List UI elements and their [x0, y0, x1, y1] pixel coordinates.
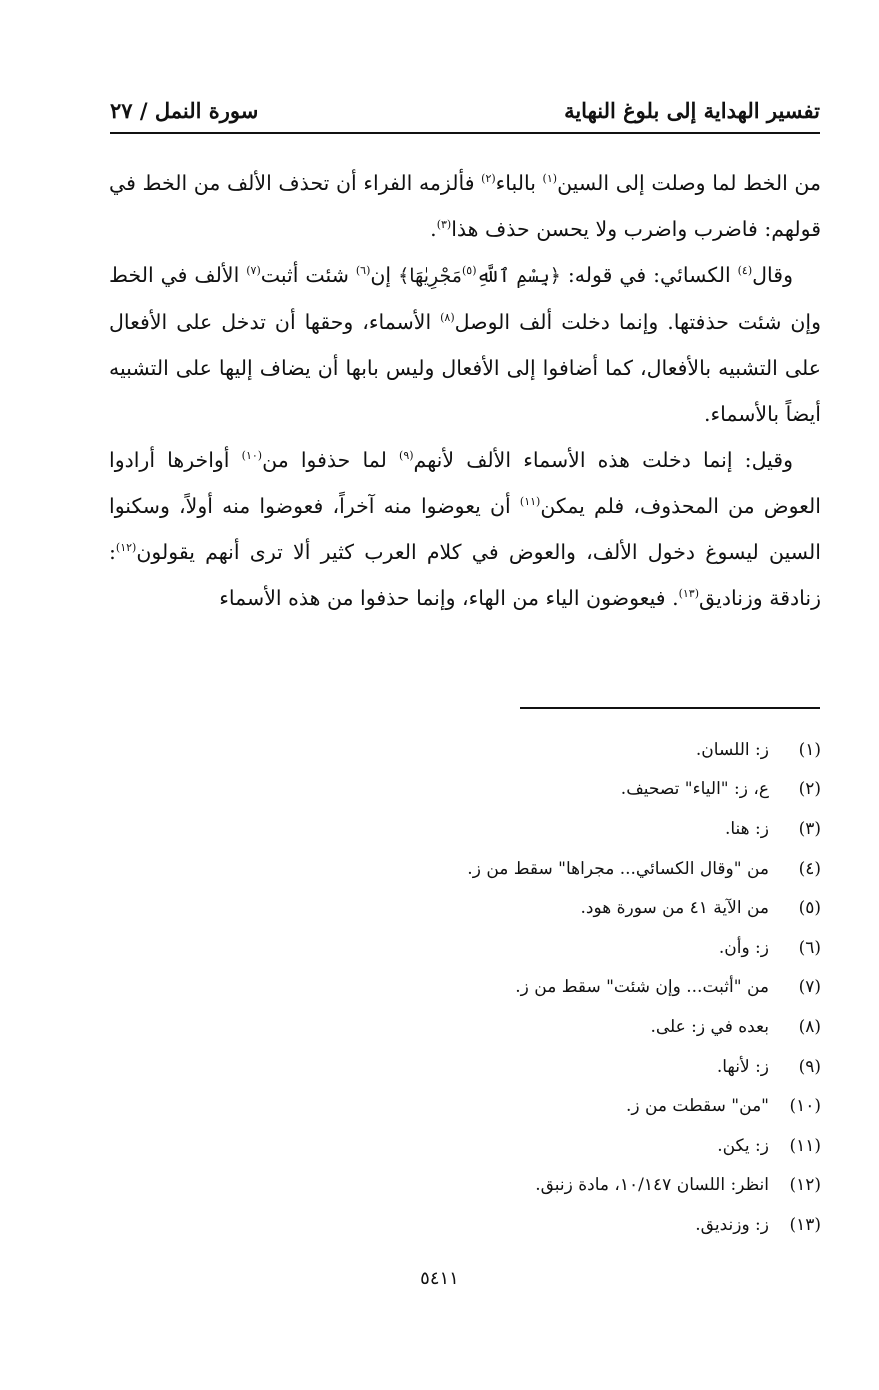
text-span: وقيل: إنما دخلت هذه الأسماء الألف لأنهم: [413, 448, 793, 472]
text-span: الأسماء، وحقها أن تدخل على الأفعال على التشبيه بالأفعال، كما أضافوا إلى الأفعال وليس بابها أن يضاف إليها على التشبيه أيضاً بالأسماء.: [109, 310, 821, 426]
footnote-item: [221, 849, 821, 889]
footnote-number: (٧): [798, 977, 821, 998]
footnote-number: (٥): [798, 898, 821, 919]
paragraph-1: [109, 160, 821, 252]
footnotes: [221, 730, 821, 1245]
footnote-text: بعده في ز: على.: [650, 1016, 769, 1037]
footnote-item: [221, 888, 821, 928]
footnote-number: (١): [798, 739, 821, 760]
footnote-text: ز: اللسان.: [695, 739, 769, 760]
footnote-item: [221, 770, 821, 810]
text-span: بالباء: [495, 171, 543, 195]
footnote-item: [221, 1047, 821, 1087]
footnote-text: ز: هنا.: [724, 818, 769, 839]
footnote-text: انظر: اللسان ١٠/١٤٧، مادة زنبق.: [535, 1175, 769, 1196]
running-header: [110, 92, 820, 134]
footnote-number: (١١): [789, 1135, 821, 1156]
footnote-ref: (٦): [355, 264, 371, 278]
footnote-text: ع، ز: "الياء" تصحيف.: [620, 779, 769, 800]
footnote-ref: (١٣): [678, 587, 700, 601]
footnote-ref: (٤): [737, 264, 753, 278]
footnote-ref: (٣): [436, 218, 452, 232]
text-span: لما حذفوا من: [262, 448, 400, 472]
footnote-item: [221, 1126, 821, 1166]
page-number: ٥٤١١: [420, 1268, 459, 1289]
footnote-number: (١٢): [789, 1175, 821, 1196]
footnote-item: [221, 1086, 821, 1126]
text-span: الألف في الخط وإن شئت حذفتها. وإنما دخلت ألف الوصل: [109, 263, 821, 334]
footnote-number: (٩): [798, 1056, 821, 1077]
footnote-ref: (١): [542, 172, 558, 186]
text-span: . فيعوضون الياء من الهاء، وإنما حذفوا من هذه الأسماء: [219, 586, 679, 610]
footnote-ref: (٧): [246, 264, 261, 278]
footnote-number: (٦): [798, 937, 821, 958]
footnote-ref: (١٠): [241, 449, 263, 463]
footnote-text: ز: وزنديق.: [695, 1214, 769, 1235]
footnote-text: ز: لأنها.: [716, 1056, 769, 1077]
main-text: [109, 160, 821, 621]
text-span: فألزمه الفراء أن تحذف الألف من الخط في قولهم: فاضرب واضرب ولا يحسن حذف هذا: [109, 171, 821, 241]
footnote-text: من "أثبت... وإن شئت" سقط من ز.: [515, 977, 769, 998]
text-span: .: [430, 217, 437, 241]
footnote-number: (٢): [798, 779, 821, 800]
footnote-number: (٨): [798, 1016, 821, 1037]
quran-quote: ﴿بِسْمِ ٱللَّهِ: [476, 265, 561, 287]
quran-quote: مَجْرِيٰهَا﴾: [398, 265, 462, 287]
footnote-item: [221, 730, 821, 770]
footnote-number: (٣): [798, 818, 821, 839]
footnote-item: [221, 1007, 821, 1047]
paragraph-3: [109, 437, 821, 621]
footnote-divider: [520, 707, 820, 709]
book-title: تفسير الهداية إلى بلوغ النهاية: [564, 98, 820, 123]
footnote-item: [221, 1166, 821, 1206]
text-span: شئت أثبت: [260, 263, 356, 287]
footnote-ref: (٥): [461, 264, 477, 278]
footnote-text: ز: يكن.: [717, 1135, 769, 1156]
footnote-ref: (٨): [440, 311, 455, 325]
text-span: من الخط لما وصلت إلى السين: [557, 171, 821, 195]
text-span: أواخرها أرادوا العوض من المحذوف، فلم يمكن: [109, 448, 821, 518]
footnote-ref: (٢): [481, 172, 496, 186]
footnote-text: من الآية ٤١ من سورة هود.: [580, 898, 769, 919]
footnote-text: "من" سقطت من ز.: [625, 1096, 769, 1117]
footnote-ref: (١١): [519, 495, 541, 509]
text-span: أن يعوضوا منه آخراً، فعوضوا منه أولاً، وسكنوا السين ليسوغ دخول الألف، والعوض في كلام العرب كثير ألا ترى أنهم يقولون: [109, 494, 821, 564]
footnote-item: [221, 928, 821, 968]
text-span: الكسائي: في قوله:: [560, 263, 738, 287]
text-span: : زنادقة وزناديق: [109, 540, 821, 610]
footnote-ref: (١٢): [115, 541, 137, 555]
footnote-number: (٤): [798, 858, 821, 879]
footnote-ref: (٩): [399, 449, 414, 463]
footnote-text: ز: وأن.: [718, 937, 769, 958]
footnote-number: (١٠): [789, 1096, 821, 1117]
footnote-item: [221, 1205, 821, 1245]
footnote-item: [221, 809, 821, 849]
footnote-number: (١٣): [789, 1214, 821, 1235]
text-span: إن: [370, 263, 399, 287]
paragraph-2: [109, 252, 821, 437]
surah-label: سورة النمل / ٢٧: [110, 98, 259, 123]
footnote-item: [221, 968, 821, 1008]
text-span: وقال: [752, 263, 793, 287]
footnote-text: من "وقال الكسائي... مجراها" سقط من ز.: [467, 858, 769, 879]
